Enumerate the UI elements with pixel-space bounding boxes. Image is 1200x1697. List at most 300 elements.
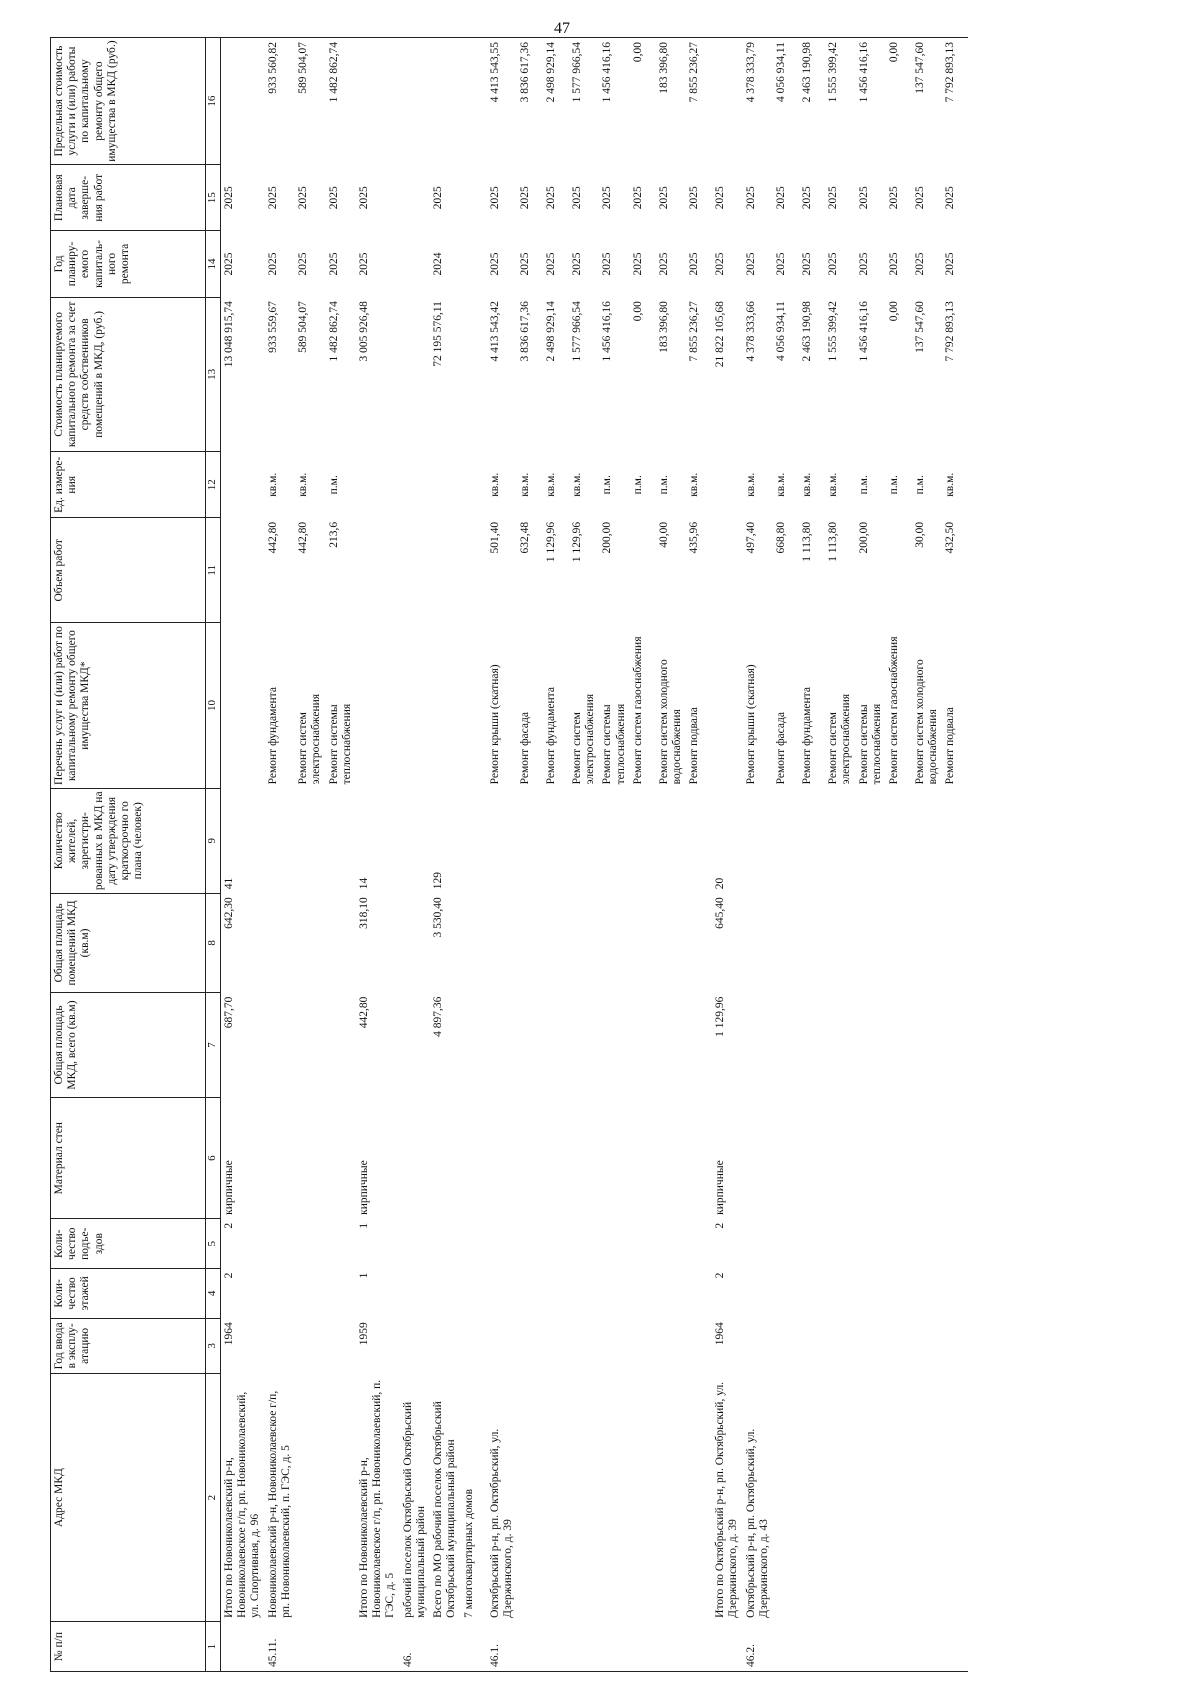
- cell-col-7: [487, 993, 517, 1098]
- cell-col-1: [825, 1622, 855, 1672]
- cell-col-3: [773, 1318, 799, 1373]
- cell-col-2: [886, 1373, 912, 1621]
- cell-col-7: [656, 993, 686, 1098]
- cell-col-16: 2 498 929,14: [543, 38, 569, 165]
- cell-col-4: [743, 1269, 773, 1319]
- cell-col-12: кв.м.: [775, 472, 788, 497]
- cell-col-10: Ремонт систем электроснабжения: [827, 693, 853, 785]
- cell-col-1: [886, 1622, 912, 1672]
- cell-col-4: 2: [223, 1272, 235, 1279]
- column-number-2: 2: [206, 1373, 221, 1621]
- cell-col-14: 2025: [744, 252, 757, 276]
- cell-col-2: [543, 1373, 569, 1621]
- cell-col-16: 2 463 190,98: [799, 38, 825, 165]
- cell-col-7: [400, 993, 430, 1098]
- cell-col-10: Ремонт системы теплоснабжения: [601, 703, 627, 785]
- cell-col-4: [517, 1269, 543, 1319]
- cell-col-15: 2025: [223, 186, 235, 210]
- cell-col-15: 2025: [775, 186, 788, 210]
- cell-col-14: 2025: [544, 252, 557, 276]
- cell-col-14: 2025: [888, 252, 900, 276]
- cell-col-9: [942, 788, 968, 893]
- cell-col-10: Ремонт крыши (скатная): [744, 664, 757, 785]
- cell-col-15: 2025: [601, 186, 614, 210]
- cell-col-3: [825, 1318, 855, 1373]
- cell-col-2: [686, 1373, 712, 1621]
- cell-col-16: 1 456 416,16: [599, 38, 629, 165]
- cell-col-11: 497,40: [744, 521, 757, 554]
- cell-col-7: [569, 993, 599, 1098]
- cell-col-3: [743, 1318, 773, 1373]
- cell-col-2: Итого по Новониколаевский р-н, Новониколаевское г/п, рп. Новониколаевский, ул. Спортивная, д. 96: [223, 1391, 262, 1618]
- cell-col-6: [656, 1097, 686, 1218]
- cell-col-15: 2025: [631, 186, 644, 210]
- cell-col-13: 2 463 190,98: [801, 301, 814, 362]
- cell-col-6: кирпичные: [223, 1160, 235, 1215]
- cell-col-4: [856, 1269, 886, 1319]
- cell-col-9: [326, 788, 356, 893]
- column-number-7: 7: [206, 993, 221, 1098]
- cell-col-15: 2025: [544, 186, 557, 210]
- cell-col-9: [517, 788, 543, 893]
- cell-col-6: [265, 1097, 295, 1218]
- cell-col-13: 137 547,60: [914, 301, 926, 353]
- column-number-12: 12: [206, 452, 221, 518]
- cell-col-7: [743, 993, 773, 1098]
- cell-col-12: [712, 452, 742, 518]
- cell-col-6: [686, 1097, 712, 1218]
- cell-col-1: [630, 1622, 656, 1672]
- cell-col-10: [430, 623, 460, 789]
- cell-col-1: [912, 1622, 942, 1672]
- cell-col-4: [265, 1269, 295, 1319]
- column-header-13: Стоимость планируемого капитального ремонта за счет средств собственников помещений в МКД, (руб.): [51, 297, 206, 452]
- cell-col-11: [356, 518, 400, 623]
- cell-col-13: 183 396,80: [657, 301, 670, 353]
- cell-col-11: 1 113,80: [827, 521, 840, 562]
- cell-col-16: 183 396,80: [656, 38, 686, 165]
- cell-col-11: 442,80: [297, 521, 310, 554]
- cell-col-7: [599, 993, 629, 1098]
- cell-col-11: [886, 518, 912, 623]
- cell-col-8: [743, 893, 773, 992]
- cell-col-8: [942, 893, 968, 992]
- cell-col-8: [656, 893, 686, 992]
- cell-col-9: [265, 788, 295, 893]
- cell-col-5: [543, 1219, 569, 1269]
- cell-col-8: [543, 893, 569, 992]
- cell-col-4: [942, 1269, 968, 1319]
- cell-col-12: кв.м.: [488, 472, 501, 497]
- cell-col-3: [686, 1318, 712, 1373]
- cell-col-14: [461, 231, 487, 297]
- capital-repair-table-sheet: [50, 37, 1130, 1672]
- table-row: [430, 38, 460, 1672]
- cell-col-14: 2025: [266, 252, 279, 276]
- cell-col-15: 2025: [688, 186, 701, 210]
- cell-col-16: 4 413 543,55: [487, 38, 517, 165]
- cell-col-6: [912, 1097, 942, 1218]
- cell-col-5: [430, 1219, 460, 1269]
- cell-col-5: 1: [357, 1222, 370, 1229]
- table-row: [912, 38, 942, 1672]
- cell-col-5: [686, 1219, 712, 1269]
- cell-col-4: 2: [714, 1272, 727, 1279]
- cell-col-12: кв.м.: [266, 472, 279, 497]
- cell-col-11: 435,96: [688, 521, 701, 554]
- cell-col-7: [686, 993, 712, 1098]
- table-row: [326, 38, 356, 1672]
- cell-col-10: Ремонт системы теплоснабжения: [857, 703, 883, 785]
- cell-col-9: [912, 788, 942, 893]
- cell-col-10: Ремонт фасада: [518, 712, 531, 785]
- cell-col-2: рабочий поселок Октябрьский Октябрьский муниципальный район: [401, 1401, 427, 1618]
- cell-col-16: 933 560,82: [265, 38, 295, 165]
- cell-col-14: 2025: [357, 252, 370, 276]
- cell-col-15: 2025: [914, 186, 926, 210]
- cell-col-10: Ремонт систем электроснабжения: [570, 693, 597, 785]
- cell-col-16: 589 504,07: [295, 38, 325, 165]
- cell-col-3: [630, 1318, 656, 1373]
- cell-col-3: [656, 1318, 686, 1373]
- column-header-7: Общая площадь МКД, всего (кв.м): [51, 993, 206, 1098]
- table-row: [825, 38, 855, 1672]
- column-number-3: 3: [206, 1318, 221, 1373]
- table-row: [656, 38, 686, 1672]
- cell-col-12: [430, 452, 460, 518]
- cell-col-8: [461, 893, 487, 992]
- cell-col-4: [656, 1269, 686, 1319]
- column-header-12: Ед. измере-ния: [51, 452, 206, 518]
- cell-col-11: 668,80: [775, 521, 788, 554]
- cell-col-8: [886, 893, 912, 992]
- cell-col-9: 41: [223, 877, 235, 890]
- cell-col-6: [942, 1097, 968, 1218]
- cell-col-5: [773, 1219, 799, 1269]
- cell-col-13: 1 577 966,54: [570, 301, 583, 362]
- cell-col-16: [400, 38, 430, 165]
- cell-col-8: [400, 893, 430, 992]
- cell-col-15: 2025: [888, 186, 900, 210]
- cell-col-12: [356, 452, 400, 518]
- cell-col-8: [856, 893, 886, 992]
- cell-col-9: [487, 788, 517, 893]
- cell-col-9: [799, 788, 825, 893]
- cell-col-6: [461, 1097, 487, 1218]
- cell-col-7: [799, 993, 825, 1098]
- cell-col-13: 4 378 333,66: [744, 301, 757, 362]
- cell-col-13: 2 498 929,14: [544, 301, 557, 362]
- cell-col-14: 2025: [775, 252, 788, 276]
- cell-col-15: 2025: [266, 186, 279, 210]
- cell-col-8: [487, 893, 517, 992]
- cell-col-14: 2025: [518, 252, 531, 276]
- cell-col-8: [599, 893, 629, 992]
- column-number-5: 5: [206, 1219, 221, 1269]
- column-header-3: Год ввода в эксплу-атацию: [51, 1318, 206, 1373]
- cell-col-12: п.м.: [657, 475, 670, 495]
- cell-col-1: [712, 1622, 742, 1672]
- cell-col-5: [400, 1219, 430, 1269]
- cell-col-4: [825, 1269, 855, 1319]
- cell-col-1: [356, 1622, 400, 1672]
- column-header-6: Материал стен: [51, 1097, 206, 1218]
- cell-col-5: 2: [714, 1222, 727, 1229]
- cell-col-5: [517, 1219, 543, 1269]
- column-header-1: № п/п: [51, 1622, 206, 1672]
- cell-col-15: 2025: [297, 186, 310, 210]
- cell-col-16: 0,00: [630, 38, 656, 165]
- cell-col-2: [630, 1373, 656, 1621]
- table-row: [599, 38, 629, 1672]
- cell-col-12: кв.м.: [518, 472, 531, 497]
- cell-col-3: [569, 1318, 599, 1373]
- column-header-5: Коли-чество подъе-здов: [51, 1219, 206, 1269]
- cell-col-12: кв.м.: [688, 472, 701, 497]
- cell-col-2: Новониколаевский р-н, Новониколаевское г/п, рп. Новониколаевский, п. ГЭС, д. 5: [266, 1390, 292, 1618]
- cell-col-14: 2025: [297, 252, 310, 276]
- cell-col-15: 2025: [327, 186, 340, 210]
- cell-col-14: 2025: [223, 252, 235, 276]
- cell-col-14: 2025: [827, 252, 840, 276]
- cell-col-1: [856, 1622, 886, 1672]
- cell-col-2: [599, 1373, 629, 1621]
- cell-col-6: [517, 1097, 543, 1218]
- cell-col-16: 1 482 862,74: [326, 38, 356, 165]
- cell-col-12: кв.м.: [297, 472, 310, 497]
- cell-col-12: [461, 452, 487, 518]
- cell-col-3: [543, 1318, 569, 1373]
- cell-col-3: [461, 1318, 487, 1373]
- cell-col-5: [265, 1219, 295, 1269]
- capital-repair-table: [50, 37, 968, 1672]
- cell-col-12: кв.м.: [570, 472, 583, 497]
- cell-col-10: Ремонт систем холодного водоснабжения: [657, 659, 684, 785]
- column-number-6: 6: [206, 1097, 221, 1218]
- table-row: [356, 38, 400, 1672]
- cell-col-4: [461, 1269, 487, 1319]
- cell-col-2: [912, 1373, 942, 1621]
- cell-col-16: [430, 38, 460, 165]
- cell-col-4: 1: [357, 1272, 370, 1279]
- column-number-10: 10: [206, 623, 221, 789]
- cell-col-13: 1 482 862,74: [327, 301, 340, 362]
- cell-col-16: 1 456 416,16: [856, 38, 886, 165]
- cell-col-8: [295, 893, 325, 992]
- cell-col-15: 2025: [857, 186, 870, 210]
- cell-col-6: [856, 1097, 886, 1218]
- cell-col-1: 46.2.: [743, 1622, 773, 1672]
- cell-col-12: п.м.: [601, 475, 614, 495]
- cell-col-9: [543, 788, 569, 893]
- table-row: [569, 38, 599, 1672]
- table-row: [856, 38, 886, 1672]
- cell-col-1: 45.11.: [265, 1622, 295, 1672]
- cell-col-2: [825, 1373, 855, 1621]
- cell-col-13: [400, 297, 430, 452]
- cell-col-14: 2025: [631, 252, 644, 276]
- column-header-4: Коли-чество этажей: [51, 1269, 206, 1319]
- cell-col-5: [743, 1219, 773, 1269]
- table-row: [517, 38, 543, 1672]
- table-row: [487, 38, 517, 1672]
- cell-col-7: [773, 993, 799, 1098]
- cell-col-15: 2025: [944, 186, 957, 210]
- cell-col-16: [221, 38, 265, 165]
- cell-col-14: 2025: [327, 252, 340, 276]
- cell-col-6: [630, 1097, 656, 1218]
- cell-col-6: кирпичные: [357, 1160, 370, 1215]
- cell-col-6: [799, 1097, 825, 1218]
- cell-col-13: 72 195 576,11: [432, 301, 445, 367]
- cell-col-11: 1 129,96: [544, 521, 557, 563]
- cell-col-15: [400, 165, 430, 231]
- cell-col-1: 46.1.: [487, 1622, 517, 1672]
- cell-col-13: 589 504,07: [297, 301, 310, 353]
- cell-col-8: 3 530,40: [432, 897, 445, 938]
- table-row: [221, 38, 265, 1672]
- cell-col-5: [886, 1219, 912, 1269]
- cell-col-3: [430, 1318, 460, 1373]
- cell-col-2: [295, 1373, 325, 1621]
- cell-col-16: 1 577 966,54: [569, 38, 599, 165]
- cell-col-7: 1 129,96: [714, 996, 727, 1037]
- cell-col-12: кв.м.: [944, 472, 957, 497]
- cell-col-15: 2025: [570, 186, 583, 210]
- cell-col-13: 1 456 416,16: [857, 301, 870, 362]
- cell-col-4: [326, 1269, 356, 1319]
- cell-col-1: [599, 1622, 629, 1672]
- cell-col-8: 642,30: [223, 897, 235, 929]
- cell-col-5: [912, 1219, 942, 1269]
- column-number-9: 9: [206, 788, 221, 893]
- cell-col-11: 442,80: [266, 521, 279, 554]
- cell-col-9: [656, 788, 686, 893]
- cell-col-13: 0,00: [888, 301, 900, 322]
- cell-col-10: Ремонт подвала: [688, 707, 701, 785]
- cell-col-11: 1 113,80: [801, 521, 814, 562]
- table-row: [400, 38, 430, 1672]
- column-header-14: Год планиру-емого капиталь-ного ремонта: [51, 231, 206, 297]
- cell-col-11: [630, 518, 656, 623]
- cell-col-10: Ремонт фундамента: [544, 687, 557, 785]
- cell-col-9: [856, 788, 886, 893]
- cell-col-6: [543, 1097, 569, 1218]
- cell-col-12: п.м.: [857, 475, 870, 495]
- column-number-row: [206, 38, 221, 1672]
- cell-col-12: кв.м.: [827, 472, 840, 497]
- cell-col-11: [712, 518, 742, 623]
- cell-col-6: [825, 1097, 855, 1218]
- cell-col-6: [430, 1097, 460, 1218]
- cell-col-11: [221, 518, 265, 623]
- cell-col-16: 1 555 399,42: [825, 38, 855, 165]
- cell-col-1: [461, 1622, 487, 1672]
- cell-col-16: [712, 38, 742, 165]
- cell-col-5: [656, 1219, 686, 1269]
- cell-col-2: [656, 1373, 686, 1621]
- cell-col-4: [569, 1269, 599, 1319]
- cell-col-2: Октябрьский р-н, рп. Октябрьский, ул. Дзержинского, д. 43: [744, 1428, 770, 1618]
- cell-col-2: [773, 1373, 799, 1621]
- cell-col-12: кв.м.: [801, 472, 814, 497]
- cell-col-5: [856, 1219, 886, 1269]
- cell-col-13: 933 559,67: [266, 301, 279, 353]
- cell-col-9: [630, 788, 656, 893]
- cell-col-11: 200,00: [857, 521, 870, 554]
- cell-col-11: 30,00: [914, 521, 926, 548]
- cell-col-6: [326, 1097, 356, 1218]
- cell-col-9: [743, 788, 773, 893]
- cell-col-7: [912, 993, 942, 1098]
- cell-col-5: [461, 1219, 487, 1269]
- cell-col-3: [912, 1318, 942, 1373]
- cell-col-10: [356, 623, 400, 789]
- cell-col-10: Ремонт систем газоснабжения: [888, 636, 900, 785]
- table-row: [942, 38, 968, 1672]
- cell-col-4: [400, 1269, 430, 1319]
- cell-col-12: п.м.: [631, 475, 644, 495]
- cell-col-3: [799, 1318, 825, 1373]
- cell-col-9: [686, 788, 712, 893]
- cell-col-8: [265, 893, 295, 992]
- cell-col-13: 21 822 105,68: [714, 301, 727, 368]
- cell-col-12: [400, 452, 430, 518]
- cell-col-5: [799, 1219, 825, 1269]
- cell-col-12: п.м.: [888, 475, 900, 495]
- cell-col-9: [825, 788, 855, 893]
- cell-col-1: [656, 1622, 686, 1672]
- cell-col-7: [856, 993, 886, 1098]
- table-body: [221, 38, 969, 1672]
- cell-col-16: 7 792 893,13: [942, 38, 968, 165]
- cell-col-5: [630, 1219, 656, 1269]
- cell-col-1: [430, 1622, 460, 1672]
- cell-col-10: [461, 623, 487, 789]
- cell-col-10: Ремонт фундамента: [266, 687, 279, 785]
- cell-col-2: [942, 1373, 968, 1621]
- cell-col-16: 137 547,60: [912, 38, 942, 165]
- cell-col-9: 20: [714, 877, 727, 890]
- cell-col-9: [886, 788, 912, 893]
- cell-col-16: 7 855 236,27: [686, 38, 712, 165]
- cell-col-11: 501,40: [488, 521, 501, 554]
- cell-col-11: [461, 518, 487, 623]
- cell-col-3: [326, 1318, 356, 1373]
- cell-col-5: [295, 1219, 325, 1269]
- cell-col-1: [773, 1622, 799, 1672]
- cell-col-8: [825, 893, 855, 992]
- cell-col-7: [630, 993, 656, 1098]
- cell-col-8: [799, 893, 825, 992]
- cell-col-6: [569, 1097, 599, 1218]
- cell-col-16: 3 836 617,36: [517, 38, 543, 165]
- cell-col-10: Ремонт фундамента: [801, 687, 814, 785]
- cell-col-9: [773, 788, 799, 893]
- cell-col-1: [569, 1622, 599, 1672]
- cell-col-3: [400, 1318, 430, 1373]
- cell-col-2: Итого по Октябрьский р-н, рп. Октябрьский, ул. Дзержинского, д. 39: [714, 1381, 740, 1618]
- cell-col-1: [221, 1622, 265, 1672]
- cell-col-14: 2025: [688, 252, 701, 276]
- cell-col-12: [221, 452, 265, 518]
- cell-col-1: [517, 1622, 543, 1672]
- cell-col-5: [487, 1219, 517, 1269]
- cell-col-9: 14: [357, 877, 370, 890]
- table-row: [686, 38, 712, 1672]
- cell-col-16: 4 378 333,79: [743, 38, 773, 165]
- cell-col-6: [773, 1097, 799, 1218]
